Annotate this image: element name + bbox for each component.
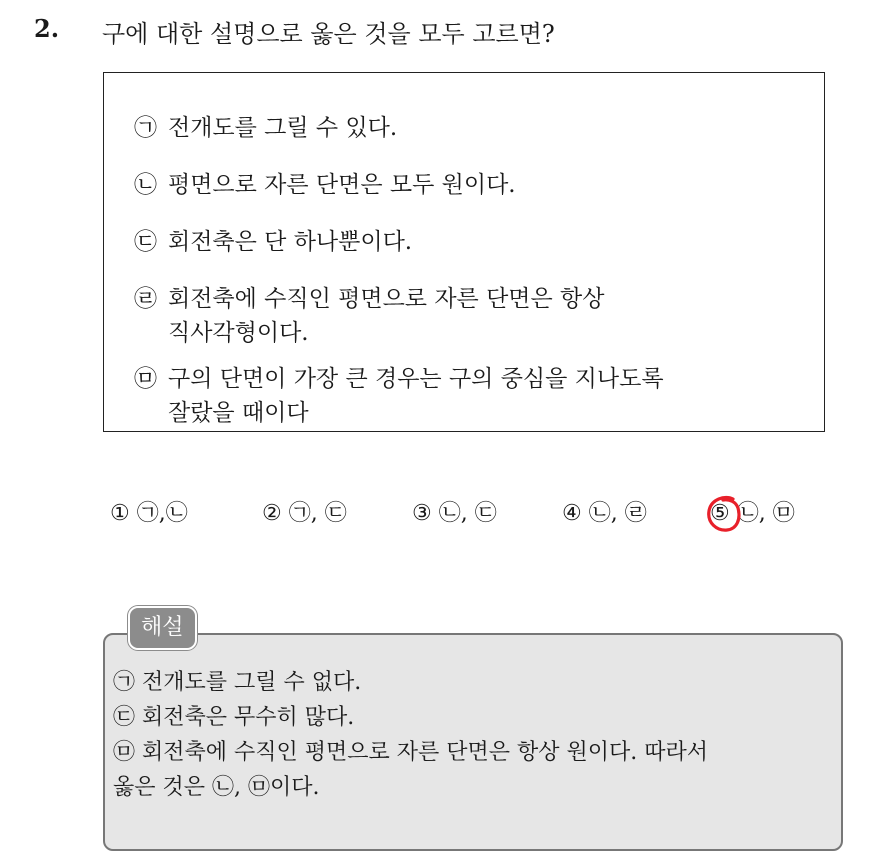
statement-5 <box>134 362 664 430</box>
question-number: 2. <box>34 14 60 43</box>
choice-5-number-text: ⑤ <box>710 501 730 526</box>
explanation-line-3: ㉤ 회전축에 수직인 평면으로 자른 단면은 항상 원이다. 따라서 <box>113 740 708 765</box>
choice-2-number: ② <box>262 501 282 526</box>
statement-5-text: 구의 단면이 가장 큰 경우는 구의 중심을 지나도록 잘랐을 때이다 <box>168 366 664 426</box>
choice-3[interactable] <box>412 496 497 527</box>
explanation-line-1: ㉠ 전개도를 그릴 수 없다. <box>113 670 362 695</box>
statement-4 <box>134 282 604 350</box>
explanation-lines <box>113 665 708 805</box>
explanation-line-4: 옳은 것은 ㉡, ㉤이다. <box>113 775 320 800</box>
statement-4-text: 회전축에 수직인 평면으로 자른 단면은 항상 직사각형이다. <box>168 286 605 346</box>
statement-3-marker: ㉢ <box>134 229 157 255</box>
statement-3-text: 회전축은 단 하나뿐이다. <box>168 229 413 255</box>
statement-3 <box>134 225 412 259</box>
answer-choices <box>110 496 830 532</box>
choice-5-text: ㉡, ㉤ <box>736 501 795 526</box>
statement-2-marker: ㉡ <box>134 172 157 198</box>
statement-box <box>103 72 825 432</box>
choice-2-text: ㉠, ㉢ <box>288 501 347 526</box>
choice-2[interactable] <box>262 496 347 527</box>
choice-3-number: ③ <box>412 501 432 526</box>
explanation-tag: 해설 <box>128 606 197 650</box>
statement-2-text: 평면으로 자른 단면은 모두 원이다. <box>168 172 516 198</box>
statement-1-text: 전개도를 그릴 수 있다. <box>168 115 398 141</box>
question-text: 구에 대한 설명으로 옳은 것을 모두 고르면? <box>102 20 555 48</box>
choice-4[interactable] <box>562 496 647 527</box>
statement-1-marker: ㉠ <box>134 115 157 141</box>
choice-3-text: ㉡, ㉢ <box>438 501 497 526</box>
statement-5-marker: ㉤ <box>134 366 157 392</box>
choice-1[interactable] <box>110 496 188 527</box>
choice-1-text: ㉠,㉡ <box>136 501 188 526</box>
choice-5[interactable] <box>710 496 795 527</box>
choice-4-number: ④ <box>562 501 582 526</box>
explanation-line-2: ㉢ 회전축은 무수히 많다. <box>113 705 355 730</box>
statement-1 <box>134 111 397 145</box>
choice-1-number: ① <box>110 501 130 526</box>
choice-4-text: ㉡, ㉣ <box>588 501 647 526</box>
explanation-box <box>103 633 843 851</box>
choice-5-number <box>710 501 730 526</box>
statement-4-marker: ㉣ <box>134 286 157 312</box>
statement-2 <box>134 168 516 202</box>
